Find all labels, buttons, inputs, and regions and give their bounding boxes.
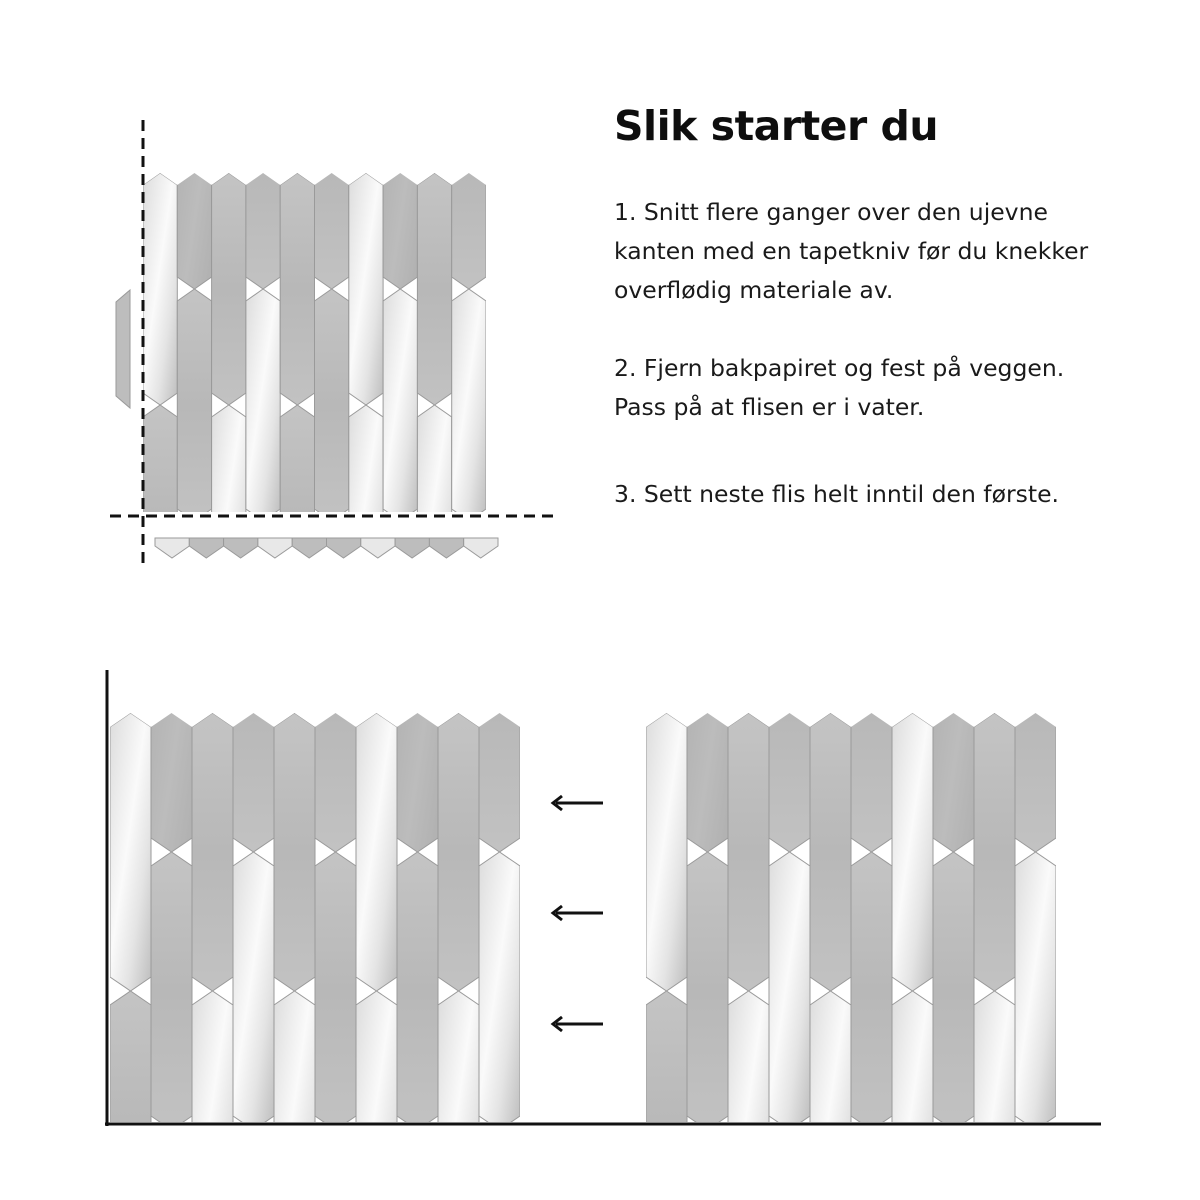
metallic-tile: [687, 1130, 728, 1200]
step-line: 3. Sett neste flis helt inntil den første.: [614, 480, 1060, 508]
stone-tile: [177, 289, 211, 521]
stone-tile: [479, 1130, 520, 1200]
step-line: kanten med en tapetkniv før du knekker: [614, 237, 1089, 265]
stone-tile: [151, 574, 192, 852]
metallic-tile: [143, 173, 177, 405]
step-2-text: [614, 349, 1064, 427]
strip-piece: [429, 538, 463, 558]
metallic-tile: [438, 991, 479, 1200]
stone-tile: [397, 1130, 438, 1200]
stone-tile: [246, 57, 280, 289]
metallic-tile: [356, 713, 397, 991]
stone-tile: [728, 713, 769, 991]
stone-tile: [646, 991, 687, 1200]
metallic-tile: [233, 852, 274, 1130]
step-line: Pass på at flisen er i vater.: [614, 393, 925, 421]
second-tile-sheet: [646, 435, 1056, 1200]
metallic-tile: [728, 991, 769, 1200]
metallic-tile: [349, 405, 383, 637]
metallic-tile: [151, 1130, 192, 1200]
trimmed-bottom-strip: [155, 538, 498, 558]
stone-tile: [769, 574, 810, 852]
stone-tile: [212, 173, 246, 405]
stone-tile: [315, 574, 356, 852]
metallic-tile: [892, 991, 933, 1200]
left-arrow-icon: [553, 1017, 603, 1031]
strip-piece: [155, 538, 189, 558]
stone-tile: [933, 1130, 974, 1200]
metallic-tile: [646, 713, 687, 991]
stone-tile: [851, 574, 892, 852]
strip-piece: [224, 538, 258, 558]
stone-tile: [974, 713, 1015, 991]
metallic-tile: [417, 405, 451, 637]
stone-tile: [933, 852, 974, 1130]
stone-tile: [315, 1130, 356, 1200]
metallic-tile: [974, 991, 1015, 1200]
metallic-tile: [233, 1130, 274, 1200]
metallic-tile: [246, 289, 280, 521]
cut-tile-sheet: [143, 0, 486, 753]
stone-tile: [479, 574, 520, 852]
step-1-text: [614, 193, 1088, 310]
stone-tile: [397, 852, 438, 1130]
page-title: Slik starter du: [614, 102, 939, 150]
stone-tile: [274, 713, 315, 991]
stone-tile: [687, 574, 728, 852]
metallic-tile: [110, 713, 151, 991]
stone-tile: [438, 713, 479, 991]
strip-piece: [361, 538, 395, 558]
strip-piece: [464, 538, 498, 558]
stone-tile: [397, 574, 438, 852]
strip-piece: [395, 538, 429, 558]
metallic-tile: [356, 991, 397, 1200]
step-line: 1. Snitt flere ganger over den ujevne: [614, 198, 1048, 226]
stone-tile: [177, 57, 211, 289]
strip-piece: [327, 538, 361, 558]
stone-tile: [212, 0, 246, 173]
metallic-tile: [769, 852, 810, 1130]
stone-tile: [143, 405, 177, 637]
stone-tile: [851, 852, 892, 1130]
left-arrow-icon: [553, 796, 603, 810]
metallic-tile: [452, 289, 486, 521]
stone-tile: [769, 1130, 810, 1200]
stone-tile: [851, 1130, 892, 1200]
metallic-tile: [383, 289, 417, 521]
metallic-tile: [810, 991, 851, 1200]
stone-tile: [810, 713, 851, 991]
stone-tile: [151, 852, 192, 1130]
strip-piece: [258, 538, 292, 558]
edge-piece: [116, 290, 130, 408]
stone-tile: [1015, 574, 1056, 852]
metallic-tile: [192, 991, 233, 1200]
step-3-text: [614, 475, 1059, 514]
stone-tile: [687, 852, 728, 1130]
stone-tile: [192, 713, 233, 991]
stone-tile: [280, 0, 314, 173]
stone-tile: [383, 57, 417, 289]
stone-tile: [143, 0, 177, 173]
stone-tile: [349, 0, 383, 173]
metallic-tile: [274, 991, 315, 1200]
stone-tile: [280, 405, 314, 637]
step-line: 2. Fjern bakpapiret og fest på veggen.: [614, 354, 1065, 382]
stone-tile: [315, 57, 349, 289]
stone-tile: [417, 173, 451, 405]
stone-tile: [1015, 1130, 1056, 1200]
stone-tile: [280, 173, 314, 405]
stone-tile: [417, 0, 451, 173]
left-arrow-icon: [553, 906, 603, 920]
metallic-tile: [1015, 852, 1056, 1130]
metallic-tile: [349, 173, 383, 405]
stone-tile: [233, 574, 274, 852]
metallic-tile: [212, 405, 246, 637]
stone-tile: [933, 574, 974, 852]
stone-tile: [110, 991, 151, 1200]
metallic-tile: [892, 713, 933, 991]
stone-tile: [315, 852, 356, 1130]
stone-tile: [452, 57, 486, 289]
metallic-tile: [479, 852, 520, 1130]
strip-piece: [189, 538, 223, 558]
stone-tile: [315, 289, 349, 521]
strip-piece: [292, 538, 326, 558]
trimmed-left-piece: [116, 290, 130, 408]
step-line: overflødig materiale av.: [614, 276, 894, 304]
